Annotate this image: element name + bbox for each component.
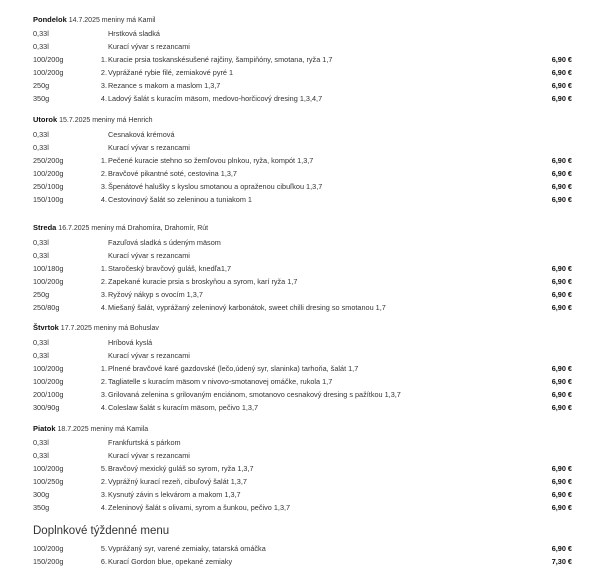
day-info: 14.7.2025 meniny má Kamil bbox=[68, 17, 156, 24]
item-quantity: 350g bbox=[33, 503, 50, 512]
day-info: 16.7.2025 meniny má Drahomíra, Drahomír, Rút bbox=[58, 225, 209, 232]
item-price: 6,90 € bbox=[551, 464, 572, 473]
item-price: 6,90 € bbox=[551, 264, 572, 273]
weekly-menu-title: Doplnkové týždenné menu bbox=[33, 525, 170, 537]
item-quantity: 100/200g bbox=[33, 169, 64, 178]
item-price: 6,90 € bbox=[551, 490, 572, 499]
menu-row bbox=[0, 41, 606, 53]
day-name: Pondelok bbox=[33, 15, 67, 24]
day-header-stvrtok bbox=[33, 322, 159, 334]
item-quantity: 0,33l bbox=[33, 130, 49, 139]
menu-row bbox=[0, 289, 606, 301]
item-name: Kurací vývar s rezancami bbox=[108, 351, 190, 360]
item-number: 1. bbox=[100, 156, 107, 165]
menu-row bbox=[0, 67, 606, 79]
item-quantity: 100/200g bbox=[33, 68, 64, 77]
menu-row bbox=[0, 237, 606, 249]
item-quantity: 250g bbox=[33, 81, 50, 90]
item-number: 5. bbox=[100, 544, 107, 553]
item-number: 1. bbox=[100, 364, 107, 373]
item-quantity: 100/200g bbox=[33, 544, 64, 553]
day-header-utorok bbox=[33, 114, 153, 126]
menu-row bbox=[0, 194, 606, 206]
item-name: Grilovaná zelenina s grilovaným enciánom, smotanovo cesnakový dresing s pažítkou 1,3,7 bbox=[108, 390, 401, 399]
menu-row bbox=[0, 54, 606, 66]
item-quantity: 0,33l bbox=[33, 351, 49, 360]
item-number: 3. bbox=[100, 81, 107, 90]
item-quantity: 100/250g bbox=[33, 477, 64, 486]
item-quantity: 0,33l bbox=[33, 238, 49, 247]
item-name: Kurací vývar s rezancami bbox=[108, 251, 190, 260]
menu-row bbox=[0, 80, 606, 92]
item-price: 6,90 € bbox=[551, 364, 572, 373]
day-header-pondelok bbox=[33, 14, 156, 26]
day-info: 18.7.2025 meniny má Kamila bbox=[57, 426, 149, 433]
item-number: 1. bbox=[100, 264, 107, 273]
day-name: Piatok bbox=[33, 424, 56, 433]
menu-row bbox=[0, 155, 606, 167]
item-quantity: 0,33l bbox=[33, 42, 49, 51]
menu-row bbox=[0, 263, 606, 275]
item-quantity: 100/200g bbox=[33, 464, 64, 473]
menu-row bbox=[0, 437, 606, 449]
day-header-piatok bbox=[33, 423, 148, 435]
item-price: 6,90 € bbox=[551, 544, 572, 553]
menu-row bbox=[0, 142, 606, 154]
item-name: Kurací Gordon blue, opekané zemiaky bbox=[108, 557, 233, 566]
menu-row bbox=[0, 363, 606, 375]
item-name: Ladový šalát s kuracím mäsom, medovo-horčicový dresing 1,3,4,7 bbox=[108, 94, 323, 103]
item-name: Vyprážaný syr, varené zemiaky, tatarská omáčka bbox=[108, 544, 266, 553]
menu-row bbox=[0, 402, 606, 414]
item-price: 6,90 € bbox=[551, 503, 572, 512]
item-name: Plnené bravčové karé gazdovské (lečo,údený syr, slaninka) tarhoňa, šalát 1,7 bbox=[108, 364, 359, 373]
item-name: Coleslaw šalát s kuracím mäsom, pečivo 1,3,7 bbox=[108, 403, 259, 412]
menu-row bbox=[0, 28, 606, 40]
item-price: 6,90 € bbox=[551, 94, 572, 103]
item-name: Staročeský bravčový guláš, knedľa1,7 bbox=[108, 264, 231, 273]
item-name: Fazuľová sladká s údeným mäsom bbox=[108, 238, 221, 247]
item-number: 3. bbox=[100, 182, 107, 191]
item-number: 2. bbox=[100, 377, 107, 386]
item-quantity: 300g bbox=[33, 490, 50, 499]
menu-row bbox=[0, 476, 606, 488]
item-number: 3. bbox=[100, 490, 107, 499]
menu-row bbox=[0, 93, 606, 105]
item-price: 6,90 € bbox=[551, 403, 572, 412]
day-info: 17.7.2025 meniny má Bohuslav bbox=[60, 325, 159, 332]
item-name: Bravčové pikantné soté, cestovina 1,3,7 bbox=[108, 169, 237, 178]
item-price: 6,90 € bbox=[551, 156, 572, 165]
item-name: Pečené kuracie stehno so žemľovou plnkou, ryža, kompót 1,3,7 bbox=[108, 156, 314, 165]
item-number: 4. bbox=[100, 503, 107, 512]
item-number: 2. bbox=[100, 169, 107, 178]
item-name: Rezance s makom a maslom 1,3,7 bbox=[108, 81, 221, 90]
day-info: 15.7.2025 meniny má Henrich bbox=[59, 117, 153, 124]
item-number: 4. bbox=[100, 403, 107, 412]
menu-row bbox=[0, 543, 606, 555]
item-name: Zeleninový šalát s olivami, syrom a šunkou, pečivo 1,3,7 bbox=[108, 503, 291, 512]
item-number: 2. bbox=[100, 277, 107, 286]
item-quantity: 350g bbox=[33, 94, 50, 103]
menu-row bbox=[0, 168, 606, 180]
menu-row bbox=[0, 502, 606, 514]
item-quantity: 150/100g bbox=[33, 195, 64, 204]
day-header-streda bbox=[33, 222, 208, 234]
item-quantity: 300/90g bbox=[33, 403, 60, 412]
item-number: 6. bbox=[100, 557, 107, 566]
item-quantity: 100/200g bbox=[33, 377, 64, 386]
menu-row bbox=[0, 337, 606, 349]
item-quantity: 150/200g bbox=[33, 557, 64, 566]
item-name: Bravčový mexický guláš so syrom, ryža 1,3,7 bbox=[108, 464, 254, 473]
day-name: Utorok bbox=[33, 115, 58, 124]
item-price: 6,90 € bbox=[551, 55, 572, 64]
item-price: 6,90 € bbox=[551, 390, 572, 399]
item-quantity: 250/200g bbox=[33, 156, 64, 165]
item-name: Kysnutý závin s lekvárom a makom 1,3,7 bbox=[108, 490, 241, 499]
menu-row bbox=[0, 376, 606, 388]
item-number: 2. bbox=[100, 477, 107, 486]
item-name: Špenátové halušky s kyslou smotanou a opraženou cibuľkou 1,3,7 bbox=[108, 182, 323, 191]
item-quantity: 200/100g bbox=[33, 390, 64, 399]
item-quantity: 0,33l bbox=[33, 451, 49, 460]
menu-row bbox=[0, 302, 606, 314]
item-price: 6,90 € bbox=[551, 377, 572, 386]
item-name: Frankfurtská s párkom bbox=[108, 438, 181, 447]
item-quantity: 100/200g bbox=[33, 55, 64, 64]
menu-row bbox=[0, 181, 606, 193]
item-quantity: 0,33l bbox=[33, 438, 49, 447]
item-price: 6,90 € bbox=[551, 290, 572, 299]
item-quantity: 250/80g bbox=[33, 303, 60, 312]
item-number: 3. bbox=[100, 290, 107, 299]
item-quantity: 250/100g bbox=[33, 182, 64, 191]
item-number: 4. bbox=[100, 303, 107, 312]
menu-row bbox=[0, 129, 606, 141]
item-price: 6,90 € bbox=[551, 303, 572, 312]
item-name: Vyprážný kurací rezeň, cibuľový šalát 1,3,7 bbox=[108, 477, 247, 486]
item-quantity: 100/200g bbox=[33, 364, 64, 373]
item-price: 6,90 € bbox=[551, 182, 572, 191]
item-quantity: 0,33l bbox=[33, 29, 49, 38]
item-name: Tagliatelle s kuracím mäsom v nivovo-smotanovej omáčke, rukola 1,7 bbox=[108, 377, 333, 386]
item-price: 6,90 € bbox=[551, 477, 572, 486]
item-price: 7,30 € bbox=[551, 557, 572, 566]
item-name: Hrstková sladká bbox=[108, 29, 160, 38]
item-name: Kurací vývar s rezancami bbox=[108, 143, 190, 152]
item-price: 6,90 € bbox=[551, 195, 572, 204]
item-name: Cesnaková krémová bbox=[108, 130, 175, 139]
item-name: Miešaný šalát, vyprážaný zeleninový karbonátok, sweet chilli dresing so smotanou 1,7 bbox=[108, 303, 386, 312]
menu-row bbox=[0, 556, 606, 568]
item-name: Ryžový nákyp s ovocím 1,3,7 bbox=[108, 290, 203, 299]
item-number: 4. bbox=[100, 94, 107, 103]
item-name: Kuracie prsia toskanskésušené rajčiny, šampiňóny, smotana, ryža 1,7 bbox=[108, 55, 333, 64]
menu-row bbox=[0, 450, 606, 462]
item-quantity: 250g bbox=[33, 290, 50, 299]
menu-row bbox=[0, 463, 606, 475]
item-price: 6,90 € bbox=[551, 277, 572, 286]
item-quantity: 100/200g bbox=[33, 277, 64, 286]
menu-row bbox=[0, 250, 606, 262]
item-name: Hríbová kyslá bbox=[108, 338, 153, 347]
item-number: 1. bbox=[100, 55, 107, 64]
item-price: 6,90 € bbox=[551, 68, 572, 77]
item-name: Vyprážané rybie filé, zemiakové pyré 1 bbox=[108, 68, 234, 77]
item-price: 6,90 € bbox=[551, 81, 572, 90]
menu-row bbox=[0, 489, 606, 501]
menu-row bbox=[0, 350, 606, 362]
item-price: 6,90 € bbox=[551, 169, 572, 178]
item-name: Zapekané kuracie prsia s broskyňou a syrom, karí ryža 1,7 bbox=[108, 277, 298, 286]
item-number: 2. bbox=[100, 68, 107, 77]
item-quantity: 100/180g bbox=[33, 264, 64, 273]
item-name: Kurací vývar s rezancami bbox=[108, 451, 190, 460]
item-number: 5. bbox=[100, 464, 107, 473]
item-quantity: 0,33l bbox=[33, 143, 49, 152]
day-name: Streda bbox=[33, 223, 57, 232]
item-name: Kurací vývar s rezancami bbox=[108, 42, 190, 51]
menu-row bbox=[0, 276, 606, 288]
item-number: 4. bbox=[100, 195, 107, 204]
item-quantity: 0,33l bbox=[33, 251, 49, 260]
item-number: 3. bbox=[100, 390, 107, 399]
day-name: Štvrtok bbox=[33, 323, 59, 332]
item-name: Cestovinový šalát so zeleninou a tuniakom 1 bbox=[108, 195, 252, 204]
menu-row bbox=[0, 389, 606, 401]
item-quantity: 0,33l bbox=[33, 338, 49, 347]
